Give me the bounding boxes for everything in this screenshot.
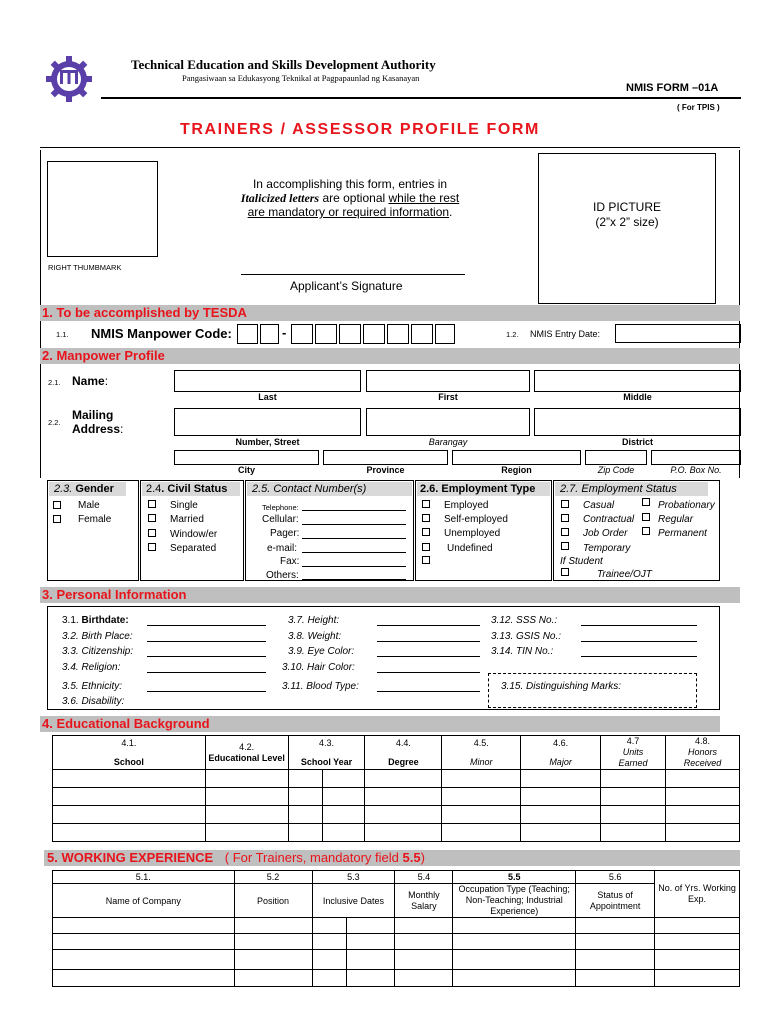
table-cell[interactable] (312, 950, 395, 970)
male-label: Male (78, 500, 100, 511)
instr-line-1: In accomplishing this form, entries in (252, 177, 448, 191)
table-cell[interactable] (53, 788, 206, 806)
citizenship-label: 3.3. Citizenship: (62, 646, 134, 657)
id-picture-label: ID PICTURE (592, 200, 661, 214)
table-row (53, 934, 740, 950)
name-colon: : (104, 374, 109, 388)
instr-italic: Italicized letters (240, 191, 320, 205)
blood-type-field[interactable] (377, 691, 480, 692)
table-cell[interactable] (288, 788, 365, 806)
gsis-field[interactable] (581, 641, 697, 642)
zip-field[interactable] (585, 450, 647, 465)
table-cell[interactable] (521, 806, 601, 824)
work-header-num: 5.5 (453, 871, 576, 884)
table-cell[interactable] (576, 934, 655, 950)
table-cell[interactable] (53, 770, 206, 788)
edu-header-cell (442, 736, 521, 770)
instr-optional: are optional (319, 191, 389, 205)
table-cell[interactable] (205, 770, 288, 788)
region-label: Region (501, 465, 532, 475)
sec5-note-num: 5.5 (402, 850, 421, 865)
edu-header-cell (53, 736, 206, 770)
work-header-label: Monthly Salary (395, 884, 453, 918)
contact-text: Contact Number(s) (270, 483, 367, 495)
nmis-code-digit[interactable] (315, 324, 337, 344)
edu-header-cell (601, 736, 666, 770)
sec5-title (47, 850, 425, 865)
table-row (53, 950, 740, 970)
table-cell[interactable] (205, 788, 288, 806)
table-cell[interactable] (205, 806, 288, 824)
regular-label: Regular (658, 514, 694, 525)
table-cell[interactable] (365, 788, 442, 806)
work-header-num: 5.6 (576, 871, 655, 884)
edu-header-num: 4.2. (239, 741, 255, 752)
nmis-code-digit[interactable] (435, 324, 455, 344)
edu-header-num: 4.1. (121, 737, 137, 748)
birthdate-text: Birthdate: (81, 615, 129, 626)
work-header-num: 5.2 (234, 871, 312, 884)
edu-header-num: 4.4. (395, 737, 411, 748)
emp-status-title (560, 483, 677, 495)
id-picture-size: (2”x 2” size) (595, 215, 659, 229)
work-experience-table (52, 870, 740, 987)
table-cell[interactable] (442, 824, 521, 842)
religion-field[interactable] (147, 672, 266, 673)
form-title: TRAINERS / ASSESSOR PROFILE FORM (180, 121, 540, 138)
last-label: Last (258, 392, 277, 402)
table-cell[interactable] (53, 918, 235, 934)
married-label: Married (170, 514, 204, 525)
table-cell[interactable] (442, 770, 521, 788)
widow-label: Window/er (170, 529, 218, 540)
cellular-label: Cellular: (262, 514, 299, 525)
edu-header-cell (365, 736, 442, 770)
female-label: Female (78, 514, 112, 525)
civil-num: 2.4 (146, 483, 162, 495)
tin-field[interactable] (581, 656, 697, 657)
sec1-num-11: 1.1. (56, 330, 69, 339)
table-cell[interactable] (288, 806, 365, 824)
others-field[interactable] (302, 579, 406, 580)
pager-label: Pager: (270, 528, 300, 539)
last-name-field[interactable] (174, 370, 361, 392)
middle-name-field[interactable] (534, 370, 741, 392)
work-header-label: Inclusive Dates (312, 884, 395, 918)
table-cell[interactable] (665, 806, 739, 824)
street-label: Number, Street (235, 437, 300, 447)
table-cell[interactable] (365, 806, 442, 824)
mailing-label-2: Address (72, 422, 121, 436)
checkbox-icon[interactable] (148, 543, 156, 551)
form-code: NMIS FORM –01A (626, 82, 719, 94)
email-label: e-mail: (267, 543, 298, 554)
sss-label: 3.12. SSS No.: (491, 615, 558, 626)
citizenship-field[interactable] (147, 656, 266, 657)
edu-header-num: 4.3. (318, 737, 334, 748)
table-cell[interactable] (53, 824, 206, 842)
instr-mandatory: are mandatory or required information (247, 205, 450, 219)
emp-status-num: 2.7. (560, 483, 579, 495)
edu-header-cell (288, 736, 365, 770)
table-cell[interactable] (234, 950, 312, 970)
sec5-note-end: ) (420, 850, 425, 865)
sec2-num-21: 2.1. (48, 378, 61, 387)
casual-label: Casual (583, 500, 615, 511)
table-cell[interactable] (655, 934, 740, 950)
table-row (53, 770, 740, 788)
edu-header-cell (665, 736, 739, 770)
mailing-colon: : (120, 422, 124, 436)
table-cell[interactable] (521, 788, 601, 806)
weight-label: 3.8. Weight: (288, 631, 342, 642)
blood-type-label: 3.11. Blood Type: (282, 681, 359, 692)
table-row (53, 970, 740, 987)
instr-line-3 (212, 205, 488, 219)
checkbox-icon[interactable] (561, 514, 569, 522)
table-cell[interactable] (53, 806, 206, 824)
checkbox-icon[interactable] (148, 500, 156, 508)
table-row (53, 824, 740, 842)
trainee-label: Trainee/OJT (597, 569, 652, 580)
checkbox-icon[interactable] (561, 542, 569, 550)
checkbox-icon[interactable] (422, 500, 430, 508)
first-name-field[interactable] (366, 370, 530, 392)
table-cell[interactable] (442, 788, 521, 806)
mailing-label-1: Mailing (72, 408, 114, 422)
thumbmark-box[interactable] (47, 161, 158, 257)
table-cell[interactable] (288, 824, 365, 842)
self-employed-label: Self-employed (444, 514, 508, 525)
cellular-field[interactable] (302, 524, 406, 525)
fax-label: Fax: (280, 556, 300, 567)
instructions (212, 177, 488, 219)
checkbox-icon[interactable] (642, 513, 650, 521)
table-cell[interactable] (312, 918, 395, 934)
form-note: ( For TPIS ) (677, 103, 720, 112)
mailing-label (72, 408, 123, 436)
checkbox-icon[interactable] (561, 568, 569, 576)
table-cell[interactable] (655, 918, 740, 934)
edu-header-label: Minor (469, 756, 493, 767)
agency-subtitle: Pangasiwaan sa Edukasyong Teknikal at Pagpapaunlad ng Kasanayan (182, 73, 420, 83)
table-cell[interactable] (601, 788, 666, 806)
nmis-code-digit[interactable] (291, 324, 313, 344)
emp-status-text: Employment Status (578, 483, 677, 495)
undefined-label: Undefined (447, 543, 493, 554)
edu-header-cell (205, 736, 288, 770)
nmis-code-digit[interactable] (339, 324, 361, 344)
work-header-num: 5.4 (395, 871, 453, 884)
job-order-label: Job Order (583, 528, 628, 539)
middle-label: Middle (623, 392, 652, 402)
checkbox-icon[interactable] (422, 556, 430, 564)
checkbox-icon[interactable] (53, 501, 61, 509)
signature-label: Applicant’s Signature (290, 279, 403, 293)
header-rule (101, 97, 741, 99)
table-row (53, 806, 740, 824)
edu-header-label: Units Earned (618, 747, 648, 768)
work-header-num: 5.1. (53, 871, 235, 884)
religion-label: 3.4. Religion: (62, 662, 121, 673)
height-field[interactable] (377, 625, 480, 626)
work-header-num: 5.3 (312, 871, 395, 884)
table-cell[interactable] (601, 806, 666, 824)
table-cell[interactable] (576, 918, 655, 934)
education-table (52, 735, 740, 842)
table-cell[interactable] (453, 934, 576, 950)
table-cell[interactable] (655, 950, 740, 970)
table-cell[interactable] (365, 770, 442, 788)
agency-name: Technical Education and Skills Development Authority (131, 57, 436, 72)
province-field[interactable] (323, 450, 448, 465)
work-header-row (53, 884, 740, 918)
edu-header-num: 4.6. (553, 737, 569, 748)
barangay-field[interactable] (366, 408, 530, 436)
email-field[interactable] (302, 552, 406, 553)
gsis-label: 3.13. GSIS No.: (491, 631, 562, 642)
edu-header-label: Honors Received (683, 747, 722, 768)
hair-color-field[interactable] (377, 672, 480, 673)
signature-line[interactable] (241, 274, 465, 275)
table-cell[interactable] (205, 824, 288, 842)
edu-header-label: School Year (300, 756, 353, 767)
table-cell[interactable] (288, 770, 365, 788)
edu-header-num: 4.5. (473, 737, 489, 748)
table-cell[interactable] (312, 970, 395, 987)
gender-title (54, 483, 114, 495)
entry-date-field[interactable] (615, 324, 741, 343)
edu-header-label: Major (549, 756, 572, 767)
unemployed-label: Unemployed (444, 528, 501, 539)
sec1-num-12: 1.2. (506, 330, 519, 339)
barangay-label: Barangay (428, 437, 468, 447)
edu-header-num: 4.8. (694, 736, 710, 746)
table-cell[interactable] (442, 806, 521, 824)
table-cell[interactable] (576, 950, 655, 970)
contact-title (252, 483, 366, 495)
sec5-title-note (225, 850, 425, 865)
birthplace-field[interactable] (147, 641, 266, 642)
table-cell[interactable] (53, 950, 235, 970)
birthdate-field[interactable] (147, 625, 266, 626)
if-student-label: If Student (560, 556, 603, 567)
pager-field[interactable] (302, 538, 406, 539)
sec5-title-text: 5. WORKING EXPERIENCE (47, 850, 214, 865)
table-cell[interactable] (665, 788, 739, 806)
table-cell[interactable] (601, 770, 666, 788)
pobox-field[interactable] (651, 450, 741, 465)
sec4-title: 4. Educational Background (42, 716, 210, 731)
table-cell[interactable] (453, 918, 576, 934)
birthdate-label (62, 615, 129, 626)
sec3-title: 3. Personal Information (42, 587, 187, 602)
marks-label: 3.15. Distinguishing Marks: (501, 681, 622, 692)
work-num-row (53, 871, 740, 884)
gender-num: 2.3. (54, 483, 73, 495)
checkbox-icon[interactable] (642, 527, 650, 535)
table-cell[interactable] (234, 934, 312, 950)
education-header-row (53, 736, 740, 770)
nmis-code-digit[interactable] (363, 324, 385, 344)
table-cell[interactable] (312, 934, 395, 950)
pobox-label: P.O. Box No. (670, 465, 722, 475)
name-label (72, 374, 108, 388)
sss-field[interactable] (581, 625, 697, 626)
table-cell[interactable] (53, 970, 235, 987)
contact-num: 2.5. (252, 483, 271, 495)
fax-field[interactable] (302, 566, 406, 567)
checkbox-icon[interactable] (561, 528, 569, 536)
edu-header-label: Educational Level (208, 752, 285, 763)
table-cell[interactable] (234, 918, 312, 934)
table-row (53, 918, 740, 934)
ethnicity-label: 3.5. Ethnicity: (62, 681, 123, 692)
nmis-code-digit[interactable] (387, 324, 409, 344)
sec2-title: 2. Manpower Profile (42, 348, 165, 363)
single-label: Single (170, 500, 198, 511)
instr-period: . (449, 205, 453, 219)
district-field[interactable] (534, 408, 741, 436)
eye-color-field[interactable] (377, 656, 480, 657)
instr-line-2 (212, 191, 488, 205)
title-rule (40, 147, 740, 148)
sec1-title: 1. To be accomplished by TESDA (42, 305, 247, 320)
telephone-label: Telephone: (262, 503, 299, 512)
table-cell[interactable] (576, 970, 655, 987)
table-cell[interactable] (521, 824, 601, 842)
edu-header-label: School (113, 756, 144, 767)
checkbox-icon[interactable] (422, 543, 430, 551)
work-header-label: Position (234, 884, 312, 918)
tesda-logo-icon (44, 54, 94, 104)
city-field[interactable] (174, 450, 319, 465)
checkbox-icon[interactable] (422, 514, 430, 522)
edu-header-label: Degree (388, 756, 419, 767)
work-header-label: Name of Company (53, 884, 235, 918)
nmis-code-dash: - (282, 325, 287, 340)
probationary-label: Probationary (658, 500, 715, 511)
tin-label: 3.14. TIN No.: (491, 646, 554, 657)
table-cell[interactable] (601, 824, 666, 842)
weight-field[interactable] (377, 641, 480, 642)
province-label: Province (366, 465, 405, 475)
name-label-text: Name (72, 374, 105, 388)
table-cell[interactable] (453, 970, 576, 987)
checkbox-icon[interactable] (53, 515, 61, 523)
zip-label: Zip Code (597, 465, 635, 475)
emp-type-title: 2.6. Employment Type (420, 483, 536, 495)
separated-label: Separated (170, 543, 217, 554)
contractual-label: Contractual (583, 514, 635, 525)
table-cell[interactable] (395, 918, 453, 934)
birthdate-num: 3.1. (62, 615, 82, 626)
table-cell[interactable] (365, 824, 442, 842)
checkbox-icon[interactable] (642, 498, 650, 506)
table-cell[interactable] (395, 950, 453, 970)
disability-label: 3.6. Disability: (62, 696, 125, 707)
work-header-num (655, 871, 740, 918)
checkbox-icon[interactable] (422, 528, 430, 536)
height-label: 3.7. Height: (288, 615, 340, 626)
civil-title (146, 483, 227, 495)
table-cell[interactable] (395, 970, 453, 987)
work-header-label: Occupation Type (Teaching; Non-Teaching; Industrial Experience) (453, 884, 576, 918)
table-cell[interactable] (53, 934, 235, 950)
city-label: City (237, 465, 255, 475)
table-cell[interactable] (665, 770, 739, 788)
entry-date-label: NMIS Entry Date: (530, 329, 601, 339)
table-cell[interactable] (521, 770, 601, 788)
first-label: First (438, 392, 458, 402)
hair-color-label: 3.10. Hair Color: (282, 662, 355, 673)
temporary-label: Temporary (583, 543, 631, 554)
work-header-label: Status of Appointment (576, 884, 655, 918)
nmis-code-label: NMIS Manpower Code: (91, 326, 232, 341)
checkbox-icon[interactable] (148, 514, 156, 522)
table-cell[interactable] (453, 950, 576, 970)
table-cell[interactable] (395, 934, 453, 950)
table-cell[interactable] (234, 970, 312, 987)
nmis-code-digit[interactable] (237, 324, 258, 344)
street-field[interactable] (174, 408, 361, 436)
employed-label: Employed (444, 500, 489, 511)
table-cell[interactable] (655, 970, 740, 987)
permanent-label: Permanent (658, 528, 707, 539)
ethnicity-field[interactable] (147, 691, 266, 692)
civil-text: . Civil Status (161, 483, 228, 495)
table-cell[interactable] (665, 824, 739, 842)
sec5-note-text: ( For Trainers, mandatory field (224, 850, 403, 865)
edu-header-cell (521, 736, 601, 770)
instr-rest: while the rest (388, 191, 460, 205)
nmis-code-digit[interactable] (260, 324, 279, 344)
region-field[interactable] (452, 450, 581, 465)
birthplace-label: 3.2. Birth Place: (62, 631, 133, 642)
gender-text: Gender (72, 483, 114, 495)
nmis-code-digit[interactable] (411, 324, 433, 344)
edu-header-num: 4.7 (626, 736, 640, 746)
telephone-field[interactable] (302, 510, 406, 511)
sec2-num-22: 2.2. (48, 418, 61, 427)
checkbox-icon[interactable] (561, 500, 569, 508)
work-header-label: No. of Yrs. Working Exp. (658, 883, 736, 904)
district-label: District (621, 437, 653, 447)
eye-color-label: 3.9. Eye Color: (288, 646, 355, 657)
checkbox-icon[interactable] (148, 529, 156, 537)
table-row (53, 788, 740, 806)
thumbmark-label: RIGHT THUMBMARK (48, 263, 122, 272)
others-label: Others: (266, 570, 299, 581)
